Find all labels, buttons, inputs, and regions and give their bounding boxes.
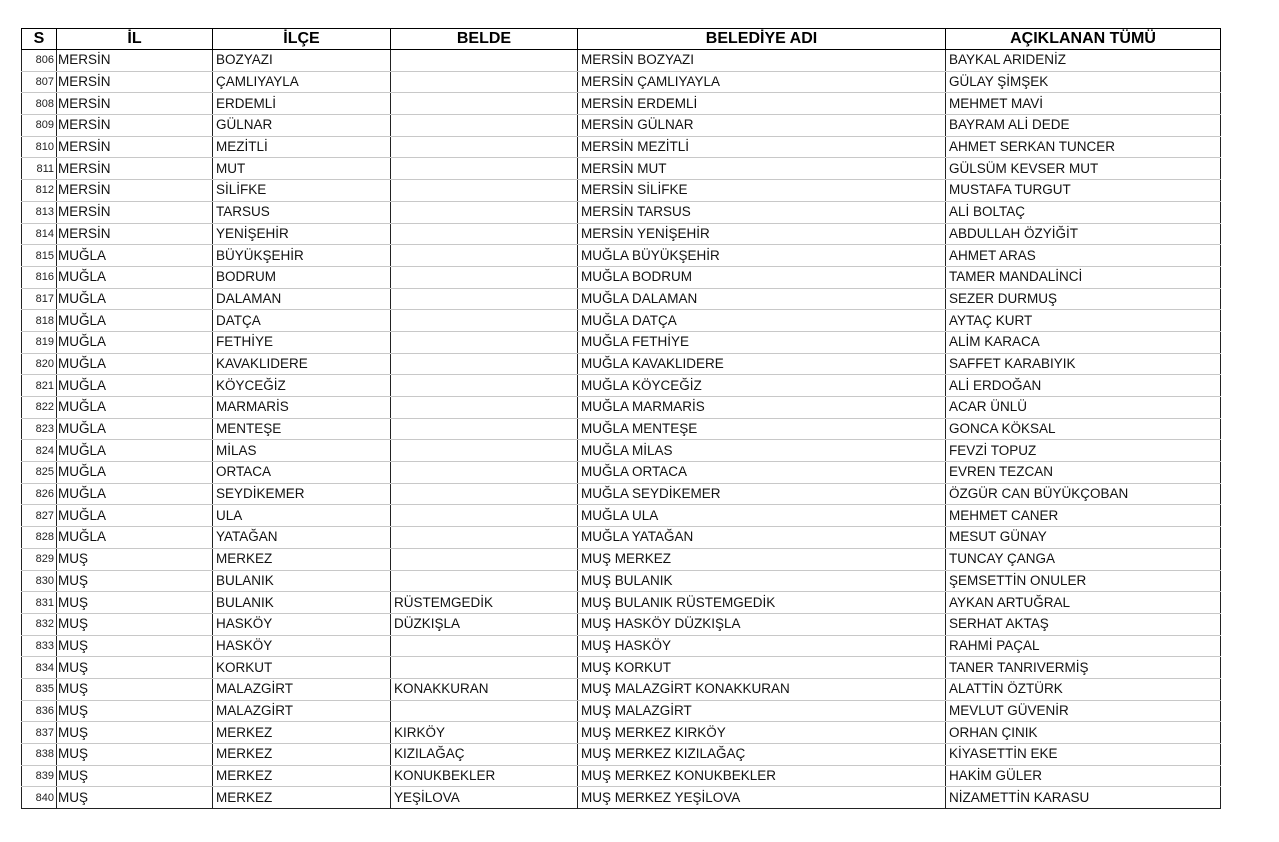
cell-belediye-adi: MERSİN YENİŞEHİR bbox=[578, 223, 946, 245]
cell-il: MUĞLA bbox=[57, 288, 213, 310]
cell-il: MUĞLA bbox=[57, 397, 213, 419]
table-row bbox=[22, 678, 1221, 700]
cell-aciklanan: AYKAN ARTUĞRAL bbox=[946, 592, 1221, 614]
cell-belediye-adi: MUĞLA SEYDİKEMER bbox=[578, 483, 946, 505]
cell-aciklanan: BAYKAL ARIDENİZ bbox=[946, 50, 1221, 72]
cell-il: MERSİN bbox=[57, 50, 213, 72]
table-row bbox=[22, 440, 1221, 462]
cell-ilce: MENTEŞE bbox=[213, 418, 391, 440]
cell-belediye-adi: MUĞLA ULA bbox=[578, 505, 946, 527]
cell-ilce: YENİŞEHİR bbox=[213, 223, 391, 245]
cell-s: 837 bbox=[22, 722, 57, 744]
table-row bbox=[22, 462, 1221, 484]
cell-aciklanan: ALATTİN ÖZTÜRK bbox=[946, 678, 1221, 700]
cell-s: 819 bbox=[22, 331, 57, 353]
cell-aciklanan: HAKİM GÜLER bbox=[946, 765, 1221, 787]
cell-ilce: DALAMAN bbox=[213, 288, 391, 310]
cell-s: 832 bbox=[22, 613, 57, 635]
cell-belediye-adi: MUŞ MALAZGİRT bbox=[578, 700, 946, 722]
cell-s: 808 bbox=[22, 93, 57, 115]
cell-belediye-adi: MERSİN GÜLNAR bbox=[578, 115, 946, 137]
cell-aciklanan: AHMET ARAS bbox=[946, 245, 1221, 267]
table-header bbox=[22, 29, 1221, 50]
cell-belediye-adi: MUĞLA FETHİYE bbox=[578, 331, 946, 353]
cell-s: 807 bbox=[22, 71, 57, 93]
cell-belediye-adi: MUĞLA YATAĞAN bbox=[578, 527, 946, 549]
cell-il: MUŞ bbox=[57, 613, 213, 635]
cell-belde bbox=[391, 93, 578, 115]
cell-belde bbox=[391, 483, 578, 505]
cell-aciklanan: ŞEMSETTİN ONULER bbox=[946, 570, 1221, 592]
table-row bbox=[22, 765, 1221, 787]
cell-il: MUŞ bbox=[57, 700, 213, 722]
cell-belediye-adi: MERSİN ERDEMLİ bbox=[578, 93, 946, 115]
cell-s: 818 bbox=[22, 310, 57, 332]
table-row bbox=[22, 635, 1221, 657]
table-row bbox=[22, 353, 1221, 375]
cell-belde: KONAKKURAN bbox=[391, 678, 578, 700]
cell-s: 827 bbox=[22, 505, 57, 527]
cell-aciklanan: GÜLAY ŞİMŞEK bbox=[946, 71, 1221, 93]
cell-belde bbox=[391, 700, 578, 722]
cell-belde bbox=[391, 440, 578, 462]
cell-belediye-adi: MUŞ KORKUT bbox=[578, 657, 946, 679]
table-row bbox=[22, 50, 1221, 72]
cell-ilce: MERKEZ bbox=[213, 744, 391, 766]
cell-il: MERSİN bbox=[57, 93, 213, 115]
cell-aciklanan: BAYRAM ALİ DEDE bbox=[946, 115, 1221, 137]
cell-belde: KIRKÖY bbox=[391, 722, 578, 744]
cell-il: MUŞ bbox=[57, 548, 213, 570]
cell-il: MERSİN bbox=[57, 223, 213, 245]
cell-belediye-adi: MUŞ BULANIK RÜSTEMGEDİK bbox=[578, 592, 946, 614]
cell-s: 839 bbox=[22, 765, 57, 787]
cell-aciklanan: GÜLSÜM KEVSER MUT bbox=[946, 158, 1221, 180]
cell-aciklanan: KİYASETTİN EKE bbox=[946, 744, 1221, 766]
cell-ilce: KAVAKLIDERE bbox=[213, 353, 391, 375]
candidate-table bbox=[21, 28, 1221, 809]
cell-belediye-adi: MUĞLA KAVAKLIDERE bbox=[578, 353, 946, 375]
cell-ilce: MERKEZ bbox=[213, 548, 391, 570]
cell-il: MUŞ bbox=[57, 635, 213, 657]
cell-belde bbox=[391, 136, 578, 158]
cell-s: 812 bbox=[22, 180, 57, 202]
cell-il: MUĞLA bbox=[57, 440, 213, 462]
cell-aciklanan: SEZER DURMUŞ bbox=[946, 288, 1221, 310]
cell-belediye-adi: MUŞ HASKÖY bbox=[578, 635, 946, 657]
header-aciklanan: AÇIKLANAN TÜMÜ bbox=[946, 29, 1221, 50]
table-row bbox=[22, 375, 1221, 397]
cell-ilce: ÇAMLIYAYLA bbox=[213, 71, 391, 93]
cell-aciklanan: FEVZİ TOPUZ bbox=[946, 440, 1221, 462]
cell-ilce: MERKEZ bbox=[213, 722, 391, 744]
cell-il: MUŞ bbox=[57, 570, 213, 592]
cell-ilce: BULANIK bbox=[213, 570, 391, 592]
cell-belediye-adi: MUŞ MERKEZ KONUKBEKLER bbox=[578, 765, 946, 787]
cell-aciklanan: GONCA KÖKSAL bbox=[946, 418, 1221, 440]
cell-s: 838 bbox=[22, 744, 57, 766]
cell-aciklanan: MEHMET MAVİ bbox=[946, 93, 1221, 115]
cell-aciklanan: ACAR ÜNLÜ bbox=[946, 397, 1221, 419]
cell-belde bbox=[391, 180, 578, 202]
cell-ilce: MARMARİS bbox=[213, 397, 391, 419]
table-row bbox=[22, 548, 1221, 570]
cell-aciklanan: TUNCAY ÇANGA bbox=[946, 548, 1221, 570]
cell-belde: KIZILAĞAÇ bbox=[391, 744, 578, 766]
cell-ilce: TARSUS bbox=[213, 201, 391, 223]
cell-aciklanan: TAMER MANDALİNCİ bbox=[946, 266, 1221, 288]
cell-belde bbox=[391, 223, 578, 245]
cell-il: MERSİN bbox=[57, 115, 213, 137]
cell-ilce: DATÇA bbox=[213, 310, 391, 332]
cell-belde bbox=[391, 527, 578, 549]
header-ilce: İLÇE bbox=[213, 29, 391, 50]
cell-belde: YEŞİLOVA bbox=[391, 787, 578, 809]
table-row bbox=[22, 570, 1221, 592]
cell-il: MERSİN bbox=[57, 136, 213, 158]
cell-ilce: ORTACA bbox=[213, 462, 391, 484]
cell-belde bbox=[391, 375, 578, 397]
table-row bbox=[22, 245, 1221, 267]
cell-ilce: SEYDİKEMER bbox=[213, 483, 391, 505]
cell-belde bbox=[391, 505, 578, 527]
cell-aciklanan: AHMET SERKAN TUNCER bbox=[946, 136, 1221, 158]
cell-aciklanan: MEVLUT GÜVENİR bbox=[946, 700, 1221, 722]
cell-ilce: ULA bbox=[213, 505, 391, 527]
cell-belde bbox=[391, 310, 578, 332]
cell-ilce: MERKEZ bbox=[213, 765, 391, 787]
cell-il: MUĞLA bbox=[57, 353, 213, 375]
cell-s: 826 bbox=[22, 483, 57, 505]
table-row bbox=[22, 787, 1221, 809]
cell-ilce: MİLAS bbox=[213, 440, 391, 462]
cell-belediye-adi: MUŞ MERKEZ KIRKÖY bbox=[578, 722, 946, 744]
cell-belde: KONUKBEKLER bbox=[391, 765, 578, 787]
table-row bbox=[22, 266, 1221, 288]
cell-belde bbox=[391, 635, 578, 657]
cell-ilce: BOZYAZI bbox=[213, 50, 391, 72]
table-row bbox=[22, 744, 1221, 766]
cell-il: MUŞ bbox=[57, 787, 213, 809]
cell-belediye-adi: MERSİN MEZİTLİ bbox=[578, 136, 946, 158]
cell-s: 811 bbox=[22, 158, 57, 180]
cell-s: 822 bbox=[22, 397, 57, 419]
cell-belediye-adi: MUŞ HASKÖY DÜZKIŞLA bbox=[578, 613, 946, 635]
cell-s: 840 bbox=[22, 787, 57, 809]
cell-s: 824 bbox=[22, 440, 57, 462]
cell-s: 820 bbox=[22, 353, 57, 375]
cell-il: MUĞLA bbox=[57, 310, 213, 332]
cell-belde bbox=[391, 657, 578, 679]
cell-belde bbox=[391, 418, 578, 440]
cell-aciklanan: AYTAÇ KURT bbox=[946, 310, 1221, 332]
cell-il: MUŞ bbox=[57, 678, 213, 700]
table-body bbox=[22, 50, 1221, 809]
cell-belediye-adi: MERSİN SİLİFKE bbox=[578, 180, 946, 202]
cell-belde bbox=[391, 397, 578, 419]
cell-belediye-adi: MUĞLA MENTEŞE bbox=[578, 418, 946, 440]
table-row bbox=[22, 505, 1221, 527]
cell-s: 830 bbox=[22, 570, 57, 592]
cell-il: MERSİN bbox=[57, 71, 213, 93]
header-row bbox=[22, 29, 1221, 50]
cell-s: 815 bbox=[22, 245, 57, 267]
cell-il: MERSİN bbox=[57, 201, 213, 223]
cell-aciklanan: MESUT GÜNAY bbox=[946, 527, 1221, 549]
cell-s: 823 bbox=[22, 418, 57, 440]
table-row bbox=[22, 527, 1221, 549]
cell-ilce: BODRUM bbox=[213, 266, 391, 288]
table-row bbox=[22, 201, 1221, 223]
cell-belediye-adi: MUŞ BULANIK bbox=[578, 570, 946, 592]
cell-belediye-adi: MUŞ MERKEZ YEŞİLOVA bbox=[578, 787, 946, 809]
cell-il: MUĞLA bbox=[57, 375, 213, 397]
cell-s: 806 bbox=[22, 50, 57, 72]
cell-ilce: KÖYCEĞİZ bbox=[213, 375, 391, 397]
cell-belediye-adi: MUĞLA DATÇA bbox=[578, 310, 946, 332]
cell-belediye-adi: MUĞLA BÜYÜKŞEHİR bbox=[578, 245, 946, 267]
table-row bbox=[22, 71, 1221, 93]
cell-ilce: SİLİFKE bbox=[213, 180, 391, 202]
cell-s: 836 bbox=[22, 700, 57, 722]
cell-belde bbox=[391, 288, 578, 310]
table-row bbox=[22, 397, 1221, 419]
header-belde: BELDE bbox=[391, 29, 578, 50]
cell-ilce: HASKÖY bbox=[213, 635, 391, 657]
table-row bbox=[22, 158, 1221, 180]
cell-belediye-adi: MUŞ MERKEZ KIZILAĞAÇ bbox=[578, 744, 946, 766]
cell-s: 809 bbox=[22, 115, 57, 137]
table-row bbox=[22, 722, 1221, 744]
cell-belde bbox=[391, 331, 578, 353]
cell-ilce: BÜYÜKŞEHİR bbox=[213, 245, 391, 267]
cell-belediye-adi: MUĞLA ORTACA bbox=[578, 462, 946, 484]
cell-s: 814 bbox=[22, 223, 57, 245]
table-row bbox=[22, 592, 1221, 614]
cell-belediye-adi: MUĞLA BODRUM bbox=[578, 266, 946, 288]
cell-aciklanan: SERHAT AKTAŞ bbox=[946, 613, 1221, 635]
cell-belde bbox=[391, 570, 578, 592]
cell-aciklanan: ABDULLAH ÖZYİĞİT bbox=[946, 223, 1221, 245]
cell-s: 831 bbox=[22, 592, 57, 614]
cell-s: 833 bbox=[22, 635, 57, 657]
cell-il: MUĞLA bbox=[57, 331, 213, 353]
cell-aciklanan: EVREN TEZCAN bbox=[946, 462, 1221, 484]
cell-s: 825 bbox=[22, 462, 57, 484]
cell-aciklanan: RAHMİ PAÇAL bbox=[946, 635, 1221, 657]
cell-il: MUĞLA bbox=[57, 266, 213, 288]
cell-ilce: GÜLNAR bbox=[213, 115, 391, 137]
cell-belde bbox=[391, 201, 578, 223]
cell-il: MUĞLA bbox=[57, 418, 213, 440]
cell-il: MERSİN bbox=[57, 158, 213, 180]
header-il: İL bbox=[57, 29, 213, 50]
table-row bbox=[22, 613, 1221, 635]
cell-ilce: BULANIK bbox=[213, 592, 391, 614]
cell-belde bbox=[391, 158, 578, 180]
cell-belediye-adi: MERSİN BOZYAZI bbox=[578, 50, 946, 72]
cell-il: MERSİN bbox=[57, 180, 213, 202]
table-row bbox=[22, 331, 1221, 353]
cell-ilce: FETHİYE bbox=[213, 331, 391, 353]
cell-belde bbox=[391, 548, 578, 570]
header-s: S bbox=[22, 29, 57, 50]
cell-s: 821 bbox=[22, 375, 57, 397]
cell-aciklanan: NİZAMETTİN KARASU bbox=[946, 787, 1221, 809]
table-row bbox=[22, 223, 1221, 245]
cell-belde bbox=[391, 115, 578, 137]
cell-belde bbox=[391, 50, 578, 72]
cell-aciklanan: ALİ BOLTAÇ bbox=[946, 201, 1221, 223]
cell-il: MUĞLA bbox=[57, 483, 213, 505]
cell-belde bbox=[391, 353, 578, 375]
cell-il: MUŞ bbox=[57, 592, 213, 614]
cell-belediye-adi: MUĞLA MİLAS bbox=[578, 440, 946, 462]
cell-s: 828 bbox=[22, 527, 57, 549]
cell-belediye-adi: MUŞ MALAZGİRT KONAKKURAN bbox=[578, 678, 946, 700]
cell-belediye-adi: MERSİN ÇAMLIYAYLA bbox=[578, 71, 946, 93]
cell-il: MUŞ bbox=[57, 657, 213, 679]
cell-ilce: MUT bbox=[213, 158, 391, 180]
cell-belde bbox=[391, 245, 578, 267]
cell-belediye-adi: MUĞLA MARMARİS bbox=[578, 397, 946, 419]
table-row bbox=[22, 180, 1221, 202]
cell-s: 829 bbox=[22, 548, 57, 570]
cell-ilce: MEZİTLİ bbox=[213, 136, 391, 158]
cell-belde bbox=[391, 462, 578, 484]
cell-aciklanan: MUSTAFA TURGUT bbox=[946, 180, 1221, 202]
cell-s: 834 bbox=[22, 657, 57, 679]
cell-belediye-adi: MERSİN MUT bbox=[578, 158, 946, 180]
cell-s: 835 bbox=[22, 678, 57, 700]
cell-belediye-adi: MUŞ MERKEZ bbox=[578, 548, 946, 570]
cell-il: MUĞLA bbox=[57, 462, 213, 484]
cell-s: 810 bbox=[22, 136, 57, 158]
cell-ilce: MALAZGİRT bbox=[213, 678, 391, 700]
cell-ilce: HASKÖY bbox=[213, 613, 391, 635]
cell-il: MUĞLA bbox=[57, 505, 213, 527]
cell-ilce: ERDEMLİ bbox=[213, 93, 391, 115]
cell-ilce: MERKEZ bbox=[213, 787, 391, 809]
cell-aciklanan: ORHAN ÇINIK bbox=[946, 722, 1221, 744]
cell-aciklanan: ALİM KARACA bbox=[946, 331, 1221, 353]
cell-s: 813 bbox=[22, 201, 57, 223]
cell-il: MUŞ bbox=[57, 722, 213, 744]
table-row bbox=[22, 700, 1221, 722]
cell-ilce: YATAĞAN bbox=[213, 527, 391, 549]
cell-aciklanan: MEHMET CANER bbox=[946, 505, 1221, 527]
cell-belde bbox=[391, 71, 578, 93]
cell-aciklanan: ÖZGÜR CAN BÜYÜKÇOBAN bbox=[946, 483, 1221, 505]
table-row bbox=[22, 115, 1221, 137]
cell-ilce: KORKUT bbox=[213, 657, 391, 679]
cell-belde: DÜZKIŞLA bbox=[391, 613, 578, 635]
cell-ilce: MALAZGİRT bbox=[213, 700, 391, 722]
cell-belediye-adi: MERSİN TARSUS bbox=[578, 201, 946, 223]
table-row bbox=[22, 657, 1221, 679]
cell-il: MUĞLA bbox=[57, 527, 213, 549]
cell-aciklanan: ALİ ERDOĞAN bbox=[946, 375, 1221, 397]
table-row bbox=[22, 136, 1221, 158]
table-row bbox=[22, 418, 1221, 440]
cell-il: MUŞ bbox=[57, 765, 213, 787]
header-belediye-adi: BELEDİYE ADI bbox=[578, 29, 946, 50]
cell-aciklanan: TANER TANRIVERMİŞ bbox=[946, 657, 1221, 679]
cell-il: MUŞ bbox=[57, 744, 213, 766]
cell-belde: RÜSTEMGEDİK bbox=[391, 592, 578, 614]
cell-belediye-adi: MUĞLA KÖYCEĞİZ bbox=[578, 375, 946, 397]
table-row bbox=[22, 288, 1221, 310]
cell-s: 816 bbox=[22, 266, 57, 288]
cell-il: MUĞLA bbox=[57, 245, 213, 267]
table-row bbox=[22, 310, 1221, 332]
cell-s: 817 bbox=[22, 288, 57, 310]
cell-belediye-adi: MUĞLA DALAMAN bbox=[578, 288, 946, 310]
table-row bbox=[22, 483, 1221, 505]
table-row bbox=[22, 93, 1221, 115]
cell-belde bbox=[391, 266, 578, 288]
cell-aciklanan: SAFFET KARABIYIK bbox=[946, 353, 1221, 375]
